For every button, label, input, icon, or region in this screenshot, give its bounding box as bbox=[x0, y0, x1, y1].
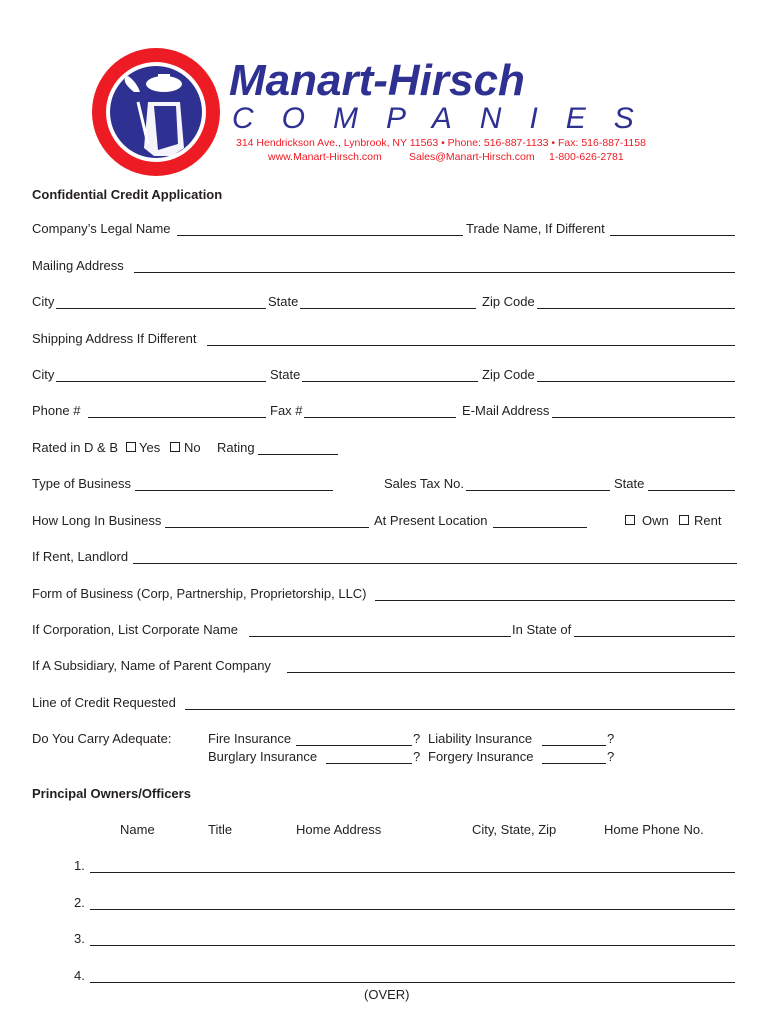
forgery-qmark: ? bbox=[607, 749, 615, 764]
subsidiary-label: If A Subsidiary, Name of Parent Company bbox=[32, 658, 271, 673]
mailing-address-label: Mailing Address bbox=[32, 258, 124, 273]
email-label: E-Mail Address bbox=[462, 403, 550, 418]
company-logo bbox=[88, 44, 224, 180]
forgery-label: Forgery Insurance bbox=[428, 749, 534, 764]
landlord-field[interactable] bbox=[133, 563, 737, 564]
city-field[interactable] bbox=[56, 308, 266, 309]
fire-label: Fire Insurance bbox=[208, 731, 292, 746]
trade-name-field[interactable] bbox=[610, 235, 735, 236]
row-number-1: 1. bbox=[74, 858, 85, 873]
liability-qmark: ? bbox=[607, 731, 615, 746]
landlord-label: If Rent, Landlord bbox=[32, 549, 129, 564]
mailing-address-field[interactable] bbox=[134, 272, 735, 273]
liability-label: Liability Insurance bbox=[428, 731, 533, 746]
sales-tax-state-label: State bbox=[614, 476, 645, 491]
burglary-qmark: ? bbox=[413, 749, 421, 764]
rated-label: Rated in D & B bbox=[32, 440, 118, 455]
tollfree-number: 1-800-626-2781 bbox=[549, 151, 624, 163]
shipping-address-label: Shipping Address If Different bbox=[32, 331, 197, 346]
principal-row-3[interactable] bbox=[90, 945, 735, 946]
own-checkbox[interactable] bbox=[625, 515, 635, 525]
subsidiary-field[interactable] bbox=[287, 672, 735, 673]
trade-name-label: Trade Name, If Different bbox=[466, 221, 605, 236]
legal-name-field[interactable] bbox=[177, 235, 463, 236]
rent-label: Rent bbox=[694, 513, 722, 528]
principal-row-2[interactable] bbox=[90, 909, 735, 910]
row-number-3: 3. bbox=[74, 931, 85, 946]
no-label: No bbox=[184, 440, 201, 455]
principal-row-4[interactable] bbox=[90, 982, 735, 983]
over-label: (OVER) bbox=[364, 987, 410, 1002]
in-state-label: In State of bbox=[512, 622, 572, 637]
form-business-label: Form of Business (Corp, Partnership, Proprietorship, LLC) bbox=[32, 586, 367, 601]
fax-label: Fax # bbox=[270, 403, 303, 418]
shipping-city-label: City bbox=[32, 367, 55, 382]
principals-title: Principal Owners/Officers bbox=[32, 786, 191, 801]
sales-tax-label: Sales Tax No. bbox=[384, 476, 464, 491]
phone-field[interactable] bbox=[88, 417, 266, 418]
column-city-state-zip: City, State, Zip bbox=[472, 822, 557, 837]
fire-qmark: ? bbox=[413, 731, 421, 746]
state-field[interactable] bbox=[300, 308, 476, 309]
column-home-address: Home Address bbox=[296, 822, 382, 837]
state-label: State bbox=[268, 294, 299, 309]
phone-label: Phone # bbox=[32, 403, 81, 418]
column-title: Title bbox=[208, 822, 233, 837]
own-label: Own bbox=[642, 513, 669, 528]
email-address: Sales@Manart-Hirsch.com bbox=[409, 151, 535, 163]
fax-field[interactable] bbox=[304, 417, 456, 418]
form-title: Confidential Credit Application bbox=[32, 187, 223, 202]
rating-label: Rating bbox=[217, 440, 255, 455]
shipping-state-label: State bbox=[270, 367, 301, 382]
yes-checkbox[interactable] bbox=[126, 442, 136, 452]
corp-name-label: If Corporation, List Corporate Name bbox=[32, 622, 238, 637]
how-long-field[interactable] bbox=[165, 527, 369, 528]
no-checkbox[interactable] bbox=[170, 442, 180, 452]
insurance-label: Do You Carry Adequate: bbox=[32, 731, 172, 746]
row-number-2: 2. bbox=[74, 895, 85, 910]
legal-name-label: Company’s Legal Name bbox=[32, 221, 171, 236]
website: www.Manart-Hirsch.com bbox=[268, 151, 382, 163]
type-business-field[interactable] bbox=[135, 490, 333, 491]
credit-line-field[interactable] bbox=[185, 709, 735, 710]
column-home-phone: Home Phone No. bbox=[604, 822, 704, 837]
type-business-label: Type of Business bbox=[32, 476, 131, 491]
brand-name: Manart-Hirsch bbox=[229, 56, 525, 105]
forgery-field[interactable] bbox=[542, 763, 606, 764]
shipping-address-field[interactable] bbox=[207, 345, 735, 346]
shipping-state-field[interactable] bbox=[302, 381, 478, 382]
row-number-4: 4. bbox=[74, 968, 85, 983]
credit-line-label: Line of Credit Requested bbox=[32, 695, 176, 710]
present-location-field[interactable] bbox=[493, 527, 587, 528]
column-name: Name bbox=[120, 822, 155, 837]
address-line: 314 Hendrickson Ave., Lynbrook, NY 11563 • Phone: 516-887-1133 • Fax: 516-887-1158 bbox=[236, 137, 646, 149]
rating-field[interactable] bbox=[258, 454, 338, 455]
fire-field[interactable] bbox=[296, 745, 412, 746]
liability-field[interactable] bbox=[542, 745, 606, 746]
in-state-field[interactable] bbox=[574, 636, 735, 637]
burglary-label: Burglary Insurance bbox=[208, 749, 318, 764]
sales-tax-field[interactable] bbox=[466, 490, 610, 491]
zip-field[interactable] bbox=[537, 308, 735, 309]
burglary-field[interactable] bbox=[326, 763, 412, 764]
shipping-zip-label: Zip Code bbox=[482, 367, 535, 382]
yes-label: Yes bbox=[139, 440, 161, 455]
sales-tax-state-field[interactable] bbox=[648, 490, 735, 491]
corp-name-field[interactable] bbox=[249, 636, 511, 637]
email-field[interactable] bbox=[552, 417, 735, 418]
shipping-city-field[interactable] bbox=[56, 381, 266, 382]
shipping-zip-field[interactable] bbox=[537, 381, 735, 382]
present-location-label: At Present Location bbox=[374, 513, 488, 528]
how-long-label: How Long In Business bbox=[32, 513, 162, 528]
zip-label: Zip Code bbox=[482, 294, 535, 309]
form-business-field[interactable] bbox=[375, 600, 735, 601]
brand-subtitle: COMPANIES bbox=[232, 102, 662, 135]
city-label: City bbox=[32, 294, 55, 309]
rent-checkbox[interactable] bbox=[679, 515, 689, 525]
principal-row-1[interactable] bbox=[90, 872, 735, 873]
